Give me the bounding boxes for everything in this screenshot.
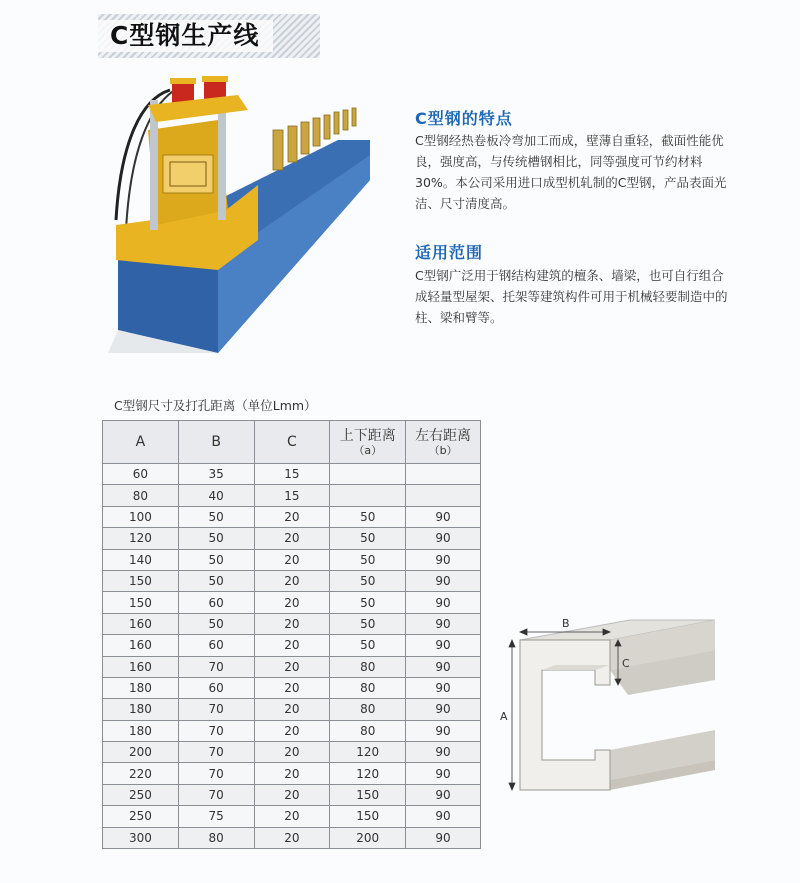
table-cell: 180 <box>103 677 179 698</box>
table-cell: 70 <box>178 763 254 784</box>
table-cell: 50 <box>330 635 406 656</box>
table-row <box>103 720 481 741</box>
table-cell: 90 <box>406 570 481 591</box>
table-cell: 90 <box>406 806 481 827</box>
table-cell: 50 <box>330 613 406 634</box>
table-row <box>103 699 481 720</box>
table-cell: 120 <box>103 528 179 549</box>
table-cell: 150 <box>330 784 406 805</box>
table-cell: 90 <box>406 699 481 720</box>
table-cell: 20 <box>254 635 330 656</box>
table-cell: 90 <box>406 784 481 805</box>
table-row <box>103 742 481 763</box>
table-cell: 80 <box>330 720 406 741</box>
table-cell: 90 <box>406 592 481 613</box>
features-paragraph: C型钢经热卷板冷弯加工而成，壁薄自重轻，截面性能优良，强度高，与传统槽钢相比，同等强度可节约材料30%。本公司采用进口成型机轧制的C型钢，产品表面光洁、尺寸清度高。 <box>415 133 727 211</box>
table-cell: 75 <box>178 806 254 827</box>
table-cell: 20 <box>254 699 330 720</box>
table-row <box>103 549 481 570</box>
table-row <box>103 528 481 549</box>
table-cell: 50 <box>178 549 254 570</box>
table-row <box>103 806 481 827</box>
table-cell: 120 <box>330 763 406 784</box>
table-row <box>103 506 481 527</box>
table-cell: 35 <box>178 464 254 485</box>
table-cell <box>330 485 406 506</box>
table-row <box>103 635 481 656</box>
table-cell: 20 <box>254 784 330 805</box>
table-cell: 90 <box>406 506 481 527</box>
header-c: C <box>254 421 330 464</box>
table-cell: 150 <box>103 570 179 591</box>
table-cell: 60 <box>178 677 254 698</box>
table-row <box>103 613 481 634</box>
table-cell: 80 <box>178 827 254 848</box>
table-cell: 20 <box>254 656 330 677</box>
table-cell: 140 <box>103 549 179 570</box>
table-cell: 90 <box>406 613 481 634</box>
table-cell: 50 <box>330 549 406 570</box>
application-text <box>415 265 735 328</box>
diagram-label-a: A <box>500 710 508 723</box>
table-cell: 15 <box>254 464 330 485</box>
table-cell: 200 <box>330 827 406 848</box>
table-cell: 180 <box>103 699 179 720</box>
table-cell: 150 <box>330 806 406 827</box>
table-cell: 90 <box>406 549 481 570</box>
table-header-row <box>103 421 481 464</box>
table-cell: 70 <box>178 656 254 677</box>
table-cell: 70 <box>178 720 254 741</box>
table-cell: 120 <box>330 742 406 763</box>
table-cell: 80 <box>330 677 406 698</box>
table-cell: 20 <box>254 827 330 848</box>
table-cell: 90 <box>406 635 481 656</box>
features-heading: C型钢的特点 <box>415 109 513 128</box>
table-cell: 50 <box>178 528 254 549</box>
table-cell: 50 <box>330 570 406 591</box>
table-cell: 90 <box>406 742 481 763</box>
table-row <box>103 827 481 848</box>
table-cell: 80 <box>330 699 406 720</box>
table-row <box>103 570 481 591</box>
table-body <box>103 464 481 849</box>
table-cell <box>406 464 481 485</box>
table-cell: 100 <box>103 506 179 527</box>
table-cell: 20 <box>254 677 330 698</box>
table-cell: 150 <box>103 592 179 613</box>
table-cell: 90 <box>406 763 481 784</box>
spec-table <box>102 420 481 849</box>
table-cell: 20 <box>254 613 330 634</box>
table-cell: 20 <box>254 549 330 570</box>
features-text <box>415 130 735 214</box>
table-cell: 80 <box>330 656 406 677</box>
table-cell: 20 <box>254 742 330 763</box>
table-cell: 20 <box>254 570 330 591</box>
table-cell: 50 <box>330 506 406 527</box>
table-cell: 90 <box>406 720 481 741</box>
page-title: C型钢生产线 <box>98 20 273 52</box>
header-a: A <box>103 421 179 464</box>
title-banner <box>98 14 320 58</box>
diagram-label-b: B <box>562 617 570 630</box>
table-cell: 160 <box>103 635 179 656</box>
table-cell: 60 <box>178 592 254 613</box>
table-cell: 160 <box>103 656 179 677</box>
table-cell <box>406 485 481 506</box>
header-b: B <box>178 421 254 464</box>
table-cell: 80 <box>103 485 179 506</box>
table-cell: 70 <box>178 742 254 763</box>
table-cell: 220 <box>103 763 179 784</box>
table-cell: 50 <box>178 570 254 591</box>
table-cell: 250 <box>103 784 179 805</box>
roll-forming-machine-illustration <box>108 60 370 353</box>
table-row <box>103 592 481 613</box>
table-cell: 90 <box>406 528 481 549</box>
table-cell: 20 <box>254 806 330 827</box>
table-cell: 20 <box>254 506 330 527</box>
table-cell: 90 <box>406 656 481 677</box>
table-cell: 90 <box>406 827 481 848</box>
table-cell: 50 <box>330 592 406 613</box>
table-cell: 250 <box>103 806 179 827</box>
application-paragraph: C型钢广泛用于钢结构建筑的檀条、墙梁，也可自行组合成轻量型屋架、托架等建筑构件可用于机械轻要制造中的柱、梁和臂等。 <box>415 268 728 325</box>
header-horizontal-distance: 左右距离 （b） <box>406 421 481 464</box>
table-cell: 70 <box>178 784 254 805</box>
c-section-drawing <box>500 610 725 802</box>
table-cell: 70 <box>178 699 254 720</box>
table-caption: C型钢尺寸及打孔距离（单位Lmm） <box>114 398 317 413</box>
table-cell: 20 <box>254 763 330 784</box>
table-cell: 50 <box>178 613 254 634</box>
table-cell: 50 <box>178 506 254 527</box>
header-vertical-distance: 上下距离 （a） <box>330 421 406 464</box>
table-cell: 60 <box>178 635 254 656</box>
table-cell: 50 <box>330 528 406 549</box>
machine-photo <box>108 60 370 353</box>
table-row <box>103 784 481 805</box>
table-row <box>103 763 481 784</box>
table-cell: 300 <box>103 827 179 848</box>
table-cell: 20 <box>254 528 330 549</box>
table-row <box>103 464 481 485</box>
table-row <box>103 677 481 698</box>
table-cell: 180 <box>103 720 179 741</box>
table-row <box>103 485 481 506</box>
table-cell: 160 <box>103 613 179 634</box>
application-heading: 适用范围 <box>415 243 484 262</box>
table-cell: 20 <box>254 720 330 741</box>
c-profile-diagram <box>500 610 725 802</box>
table-cell: 20 <box>254 592 330 613</box>
table-cell: 15 <box>254 485 330 506</box>
table-cell <box>330 464 406 485</box>
diagram-label-c: C <box>622 657 630 670</box>
table-cell: 60 <box>103 464 179 485</box>
table-cell: 40 <box>178 485 254 506</box>
table-row <box>103 656 481 677</box>
table-cell: 200 <box>103 742 179 763</box>
table-cell: 90 <box>406 677 481 698</box>
